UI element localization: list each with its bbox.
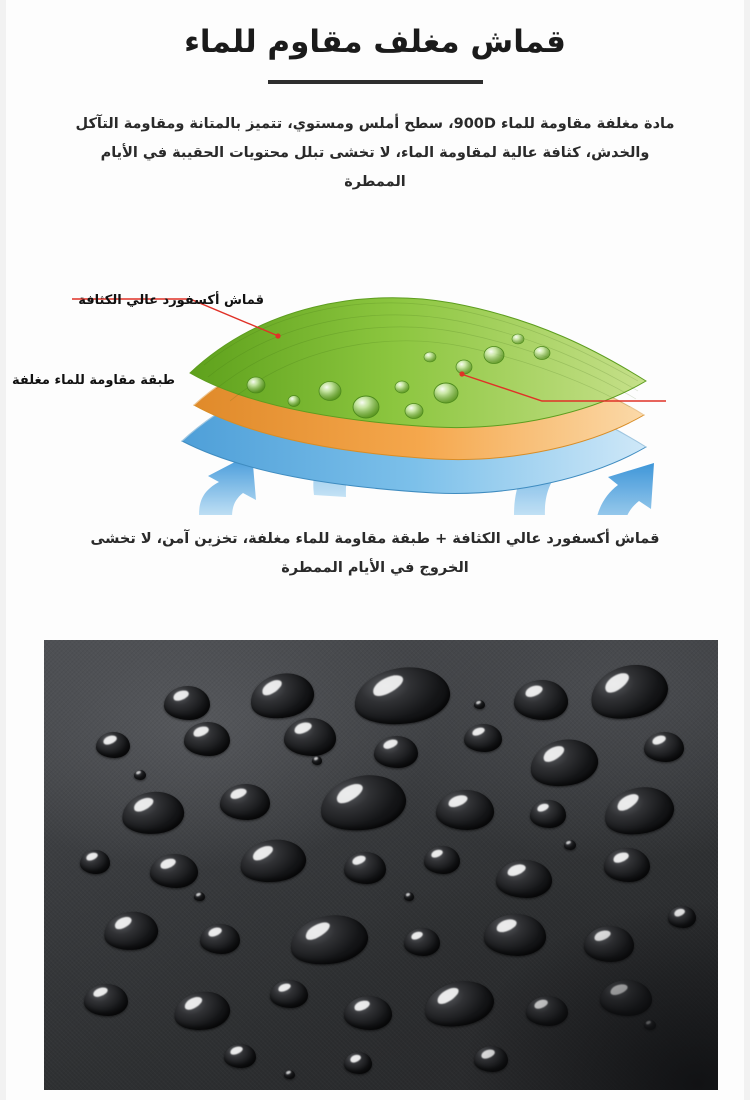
diagram-caption: قماش أكسفورد عالي الكثافة + طبقة مقاومة للماء مغلفة، تخزين آمن، لا تخشى الخروج في الأيام الممطرة — [90, 530, 660, 576]
title-block — [6, 0, 744, 84]
page-title: قماش مغلف مقاوم للماء — [184, 24, 566, 60]
diagram-svg — [0, 215, 744, 515]
fabric-layers-diagram — [0, 215, 744, 515]
title-underline — [268, 80, 483, 84]
callout-label-coating: طبقة مقاومة للماء مغلفة — [12, 372, 176, 388]
callout-label-oxford: قماش أكسفورد عالي الكثافة — [78, 292, 264, 308]
intro-paragraph: مادة مغلفة مقاومة للماء 900D، سطح أملس ومستوي، تتميز بالمتانة ومقاومة التآكل والخدش، كثافة عالية لمقاومة الماء، لا تخشى تبلل محتويات الحقيبة في الأيام الممطرة — [75, 115, 675, 190]
photo-corner-shadow — [458, 900, 718, 1090]
water-beading-photo — [44, 640, 718, 1090]
